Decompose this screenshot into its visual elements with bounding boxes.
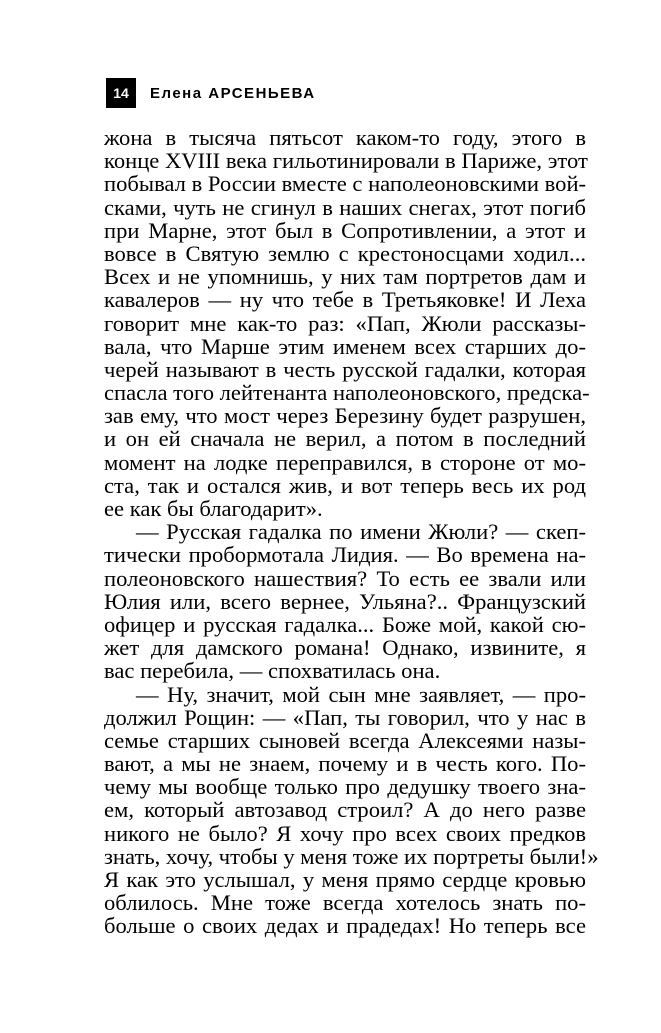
text-line: зав ему, что мост через Березину будет разрушен,: [104, 403, 586, 429]
text-line: черей называют в честь русской гадалки, которая: [104, 356, 586, 382]
paragraph: [104, 520, 586, 682]
paragraph: [104, 681, 599, 939]
paragraph: [104, 125, 590, 521]
text-line: вают, а мы не знаем, почему и в честь кого. По-: [104, 751, 586, 777]
text-line: конце XVIII века гильотинировали в Париже, этот: [104, 148, 588, 174]
text-line: говорит мне как-то раз: «Пап, Жюли рассказы-: [104, 310, 586, 336]
running-header: [106, 78, 316, 108]
text-line: жона в тысяча пятьсот каком-то году, этого в: [104, 125, 586, 150]
author-name: [150, 85, 316, 102]
text-line: тически пробормотала Лидия. — Во времена на-: [104, 542, 586, 568]
text-line: семье старших сыновей всегда Алексеями назы-: [104, 727, 586, 753]
text-line: кавалеров — ну что тебе в Третьяковке! И Леха: [104, 287, 586, 313]
text-line: офицер и русская гадалка... Боже мой, какой сю-: [104, 611, 586, 637]
text-line: — Русская гадалка по имени Жюли? — скеп-: [136, 519, 586, 545]
page-number: 14: [106, 78, 136, 108]
text-line: полеоновского нашествия? То есть ее звали или: [104, 565, 586, 591]
text-line: никого не было? Я хочу про всех своих предков: [104, 820, 586, 846]
text-line: Всех и не упомнишь, у них там портретов дам и: [104, 264, 586, 290]
text-line: — Ну, значит, мой сын мне заявляет, — про-: [136, 681, 586, 707]
author-last-name: АРСЕНЬЕВА: [208, 84, 316, 102]
author-first-name: Елена: [150, 84, 203, 102]
text-line: облилось. Мне тоже всегда хотелось знать по-: [104, 890, 586, 916]
text-line: спасла того лейтенанта наполеоновского, предска-: [104, 380, 590, 406]
text-line: Юлия или, всего вернее, Ульяна?.. Французский: [104, 588, 586, 614]
text-line: момент на лодке переправился, в стороне от мо-: [104, 449, 586, 475]
text-line: вала, что Марше этим именем всех старших до-: [104, 333, 586, 359]
text-line: жет для дамского романа! Однако, извините, я: [104, 635, 586, 661]
text-line: и он ей сначала не верил, а потом в последний: [104, 426, 586, 452]
text-line: больше о своих дедах и прадедах! Но теперь все: [104, 913, 586, 939]
text-line: ста, так и остался жив, и вот теперь весь их род: [104, 472, 586, 498]
text-line: должил Рощин: — «Пап, ты говорил, что у нас в: [104, 704, 586, 730]
text-line: знать, хочу, чтобы у меня тоже их портреты были!»: [104, 843, 599, 869]
text-line: сками, чуть не сгинул в наших снегах, этот погиб: [104, 194, 586, 220]
text-line: ее как бы благодарит».: [104, 496, 323, 521]
text-line: Я как это услышал, у меня прямо сердце кровью: [104, 867, 586, 892]
text-line: чему мы вообще только про дедушку твоего зна-: [104, 774, 586, 800]
text-line: вас перебила, — спохватилась она.: [104, 658, 441, 684]
text-line: побывал в России вместе с наполеоновскими вой-: [104, 171, 587, 197]
body-text: [104, 125, 599, 939]
text-line: при Марне, этот был в Сопротивлении, а этот и: [104, 217, 586, 243]
text-line: вовсе в Святую землю с крестоносцами ходил...: [104, 240, 586, 266]
text-line: ем, который автозавод строил? А до него разве: [104, 797, 586, 823]
